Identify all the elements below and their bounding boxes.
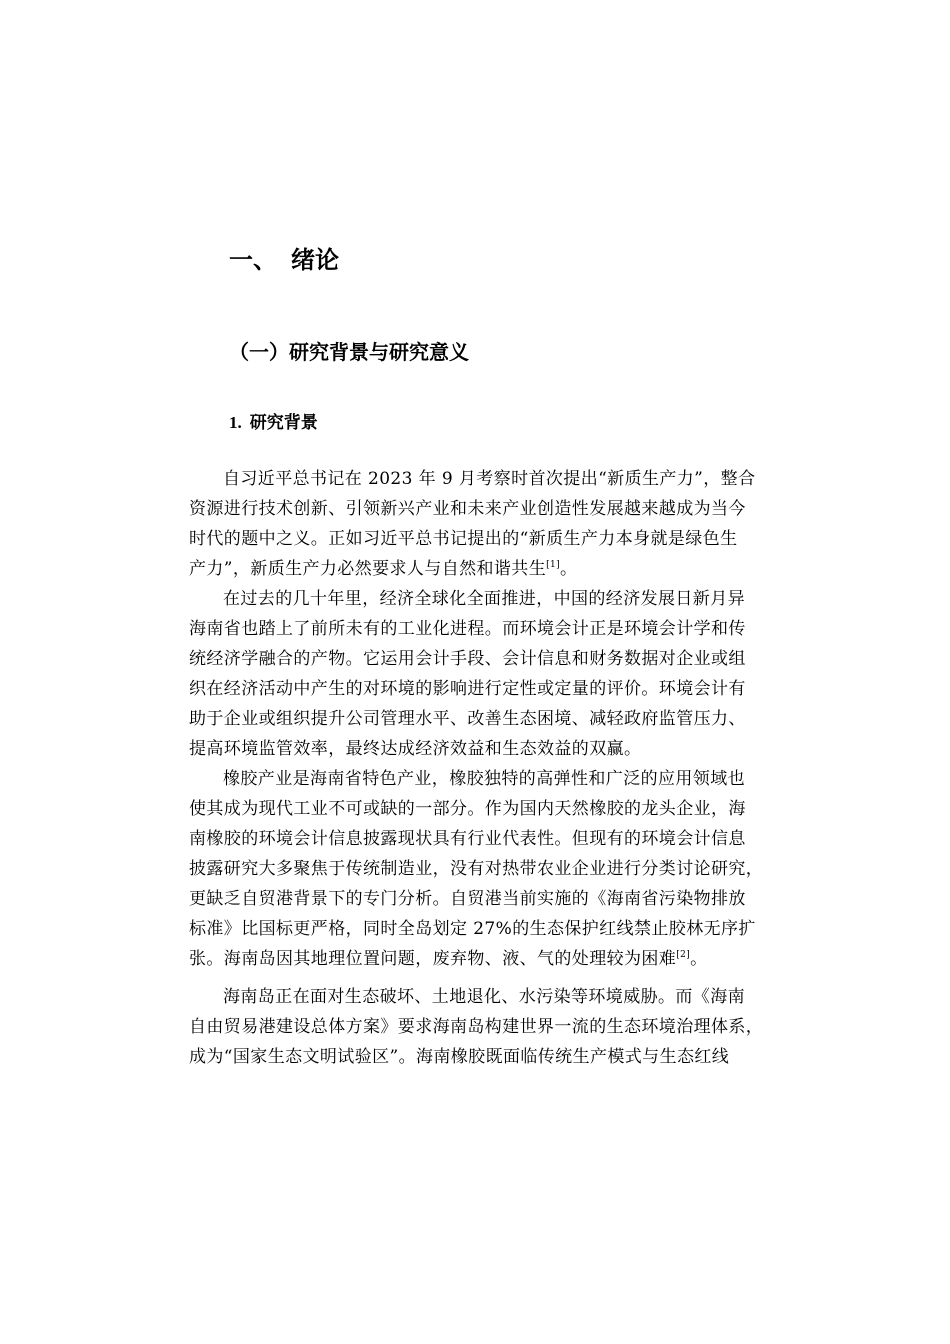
line-text: 张。海南岛因其地理位置问题，废弃物、液、气的处理较为困难 bbox=[189, 949, 677, 969]
subsection-number: 1. bbox=[229, 413, 242, 432]
paragraph-line-last bbox=[189, 944, 814, 974]
paragraph-line: 资源进行技术创新、引领新兴产业和未来产业创造性发展越来越成为当今 bbox=[189, 499, 746, 519]
paragraph-line: 提高环境监管效率，最终达成经济效益和生态效益的双赢。 bbox=[189, 739, 642, 759]
paragraph-line-last bbox=[189, 554, 814, 584]
paragraph-line: 在过去的几十年里，经济全球化全面推进，中国的经济发展日新月异 bbox=[223, 589, 745, 609]
paragraph-line: 时代的题中之义。正如习近平总书记提出的“新质生产力本身就是绿色生 bbox=[189, 529, 738, 549]
paragraph-line: 统经济学融合的产物。它运用会计手段、会计信息和财务数据对企业或组 bbox=[189, 649, 746, 669]
paragraph-line: 海南岛正在面对生态破坏、土地退化、水污染等环境威胁。而《海南 bbox=[223, 987, 745, 1007]
chapter-number: 一、 bbox=[229, 246, 277, 274]
line-tail: 。 bbox=[690, 949, 708, 969]
paragraph-2 bbox=[189, 584, 814, 764]
paragraph-line: 南橡胶的环境会计信息披露现状具有行业代表性。但现有的环境会计信息 bbox=[189, 829, 746, 849]
paragraph-line: 橡胶产业是海南省特色产业，橡胶独特的高弹性和广泛的应用领域也 bbox=[223, 769, 745, 789]
paragraph-3 bbox=[189, 764, 814, 974]
paragraph-1 bbox=[189, 464, 814, 584]
line-tail: 。 bbox=[560, 559, 578, 579]
line-text: 产力”，新质生产力必然要求人与自然和谐共生 bbox=[189, 559, 547, 579]
paragraph-line: 织在经济活动中产生的对环境的影响进行定性或定量的评价。环境会计有 bbox=[189, 679, 746, 699]
chapter-heading bbox=[229, 242, 339, 278]
paragraph-4 bbox=[189, 982, 814, 1072]
paragraph-line: 标准》比国标更严格，同时全岛划定 27%的生态保护红线禁止胶林无序扩 bbox=[189, 919, 756, 939]
paragraph-line: 更缺乏自贸港背景下的专门分析。自贸港当前实施的《海南省污染物排放 bbox=[189, 889, 746, 909]
paragraph-line: 自由贸易港建设总体方案》要求海南岛构建世界一流的生态环境治理体系， bbox=[189, 1017, 764, 1037]
subsection-heading bbox=[229, 410, 318, 436]
paragraph-line: 自习近平总书记在 2023 年 9 月考察时首次提出“新质生产力”，整合 bbox=[223, 469, 756, 489]
paragraph-line: 使其成为现代工业不可或缺的一部分。作为国内天然橡胶的龙头企业，海 bbox=[189, 799, 746, 819]
section-heading: （一）研究背景与研究意义 bbox=[229, 340, 469, 364]
citation-ref: [2] bbox=[676, 950, 691, 960]
body-text bbox=[189, 464, 814, 1072]
paragraph-line: 助于企业或组织提升公司管理水平、改善生态困境、减轻政府监管压力、 bbox=[189, 709, 746, 729]
paragraph-line: 海南省也踏上了前所未有的工业化进程。而环境会计正是环境会计学和传 bbox=[189, 619, 746, 639]
paragraph-line: 披露研究大多聚焦于传统制造业，没有对热带农业企业进行分类讨论研究， bbox=[189, 859, 764, 879]
paragraph-line: 成为“国家生态文明试验区”。海南橡胶既面临传统生产模式与生态红线 bbox=[189, 1047, 730, 1067]
citation-ref: [1] bbox=[546, 560, 561, 570]
subsection-title: 研究背景 bbox=[249, 413, 318, 433]
chapter-title: 绪论 bbox=[291, 246, 339, 274]
